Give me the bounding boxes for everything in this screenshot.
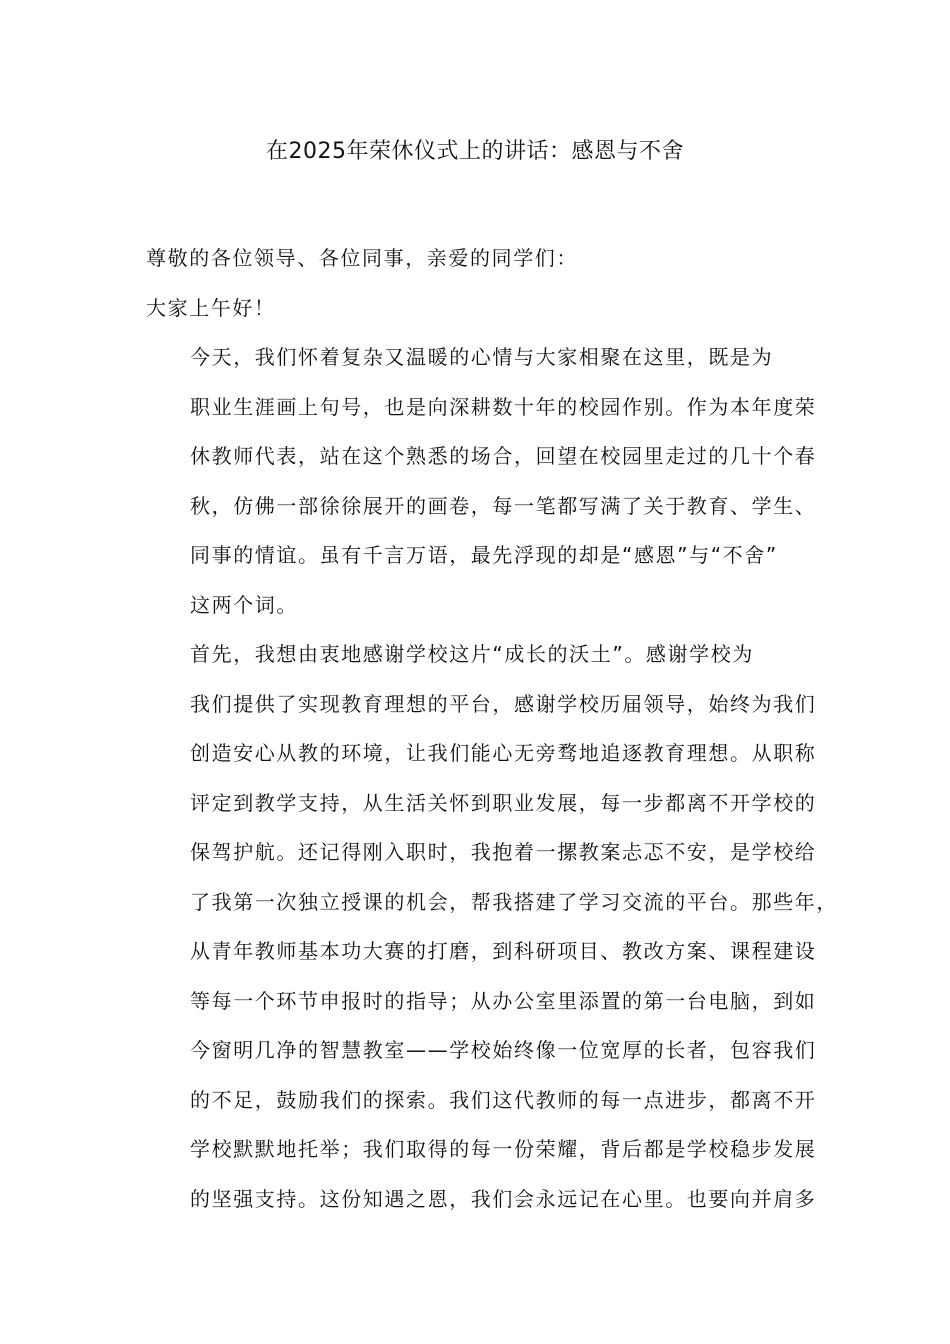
paragraph-line: 今天，我们怀着复杂又温暖的心情与大家相聚在这里，既是为 bbox=[190, 345, 774, 369]
paragraph-line: 创造安心从教的环境，让我们能心无旁骛地追逐教育理想。从职称 bbox=[190, 741, 817, 765]
greeting bbox=[146, 284, 826, 334]
paragraph-line: 评定到教学支持，从生活关怀到职业发展，每一步都离不开学校的 bbox=[190, 790, 817, 815]
paragraph-line: 首先，我想由衷地感谢学校这片“成长的沃土”。感谢学校为 bbox=[190, 642, 754, 666]
paragraph-line: 学校默默地托举；我们取得的每一份荣耀，背后都是学校稳步发展 bbox=[190, 1137, 817, 1161]
paragraph-line: 职业生涯画上句号，也是向深耕数十年的校园作别。作为本年度荣 bbox=[190, 394, 817, 419]
paragraph-line: 休教师代表，站在这个熟悉的场合，回望在校园里走过的几十个春 bbox=[190, 444, 817, 468]
paragraph-line: 同事的情谊。虽有千言万语，最先浮现的却是“感恩”与“不舍” bbox=[190, 543, 778, 567]
salutation-line: 尊敬的各位领导、各位同事，亲爱的同学们： bbox=[146, 246, 578, 270]
paragraph-line: 这两个词。 bbox=[190, 592, 298, 617]
paragraph-line: 今窗明几净的智慧教室——学校始终像一位宽厚的长者，包容我们 bbox=[190, 1038, 817, 1062]
paragraph-line: 的不足，鼓励我们的探索。我们这代教师的每一点进步，都离不开 bbox=[190, 1087, 817, 1112]
document-body bbox=[146, 234, 838, 1224]
salutation bbox=[146, 234, 826, 284]
document-title: 在2025年荣休仪式上的讲话：感恩与不舍 bbox=[266, 139, 684, 164]
paragraph-line: 我们提供了实现教育理想的平台，感谢学校历届领导，始终为我们 bbox=[190, 691, 817, 716]
greeting-line: 大家上午好！ bbox=[146, 295, 276, 320]
paragraph-line: 等每一个环节申报时的指导；从办公室里添置的第一台电脑，到如 bbox=[190, 988, 817, 1013]
paragraph-line: 保驾护航。还记得刚入职时，我抱着一摞教案忐忑不安，是学校给 bbox=[190, 840, 817, 864]
paragraph-2 bbox=[146, 630, 838, 1224]
paragraph-line: 的坚强支持。这份知遇之恩，我们会永远记在心里。也要向并肩多 bbox=[190, 1186, 817, 1211]
paragraph-line: 秋，仿佛一部徐徐展开的画卷，每一笔都写满了关于教育、学生、 bbox=[190, 493, 817, 518]
paragraph-1 bbox=[146, 333, 826, 630]
paragraph-line: 从青年教师基本功大赛的打磨，到科研项目、教改方案、课程建设 bbox=[190, 939, 817, 963]
paragraph-line: 了我第一次独立授课的机会，帮我搭建了学习交流的平台。那些年， bbox=[190, 889, 838, 914]
